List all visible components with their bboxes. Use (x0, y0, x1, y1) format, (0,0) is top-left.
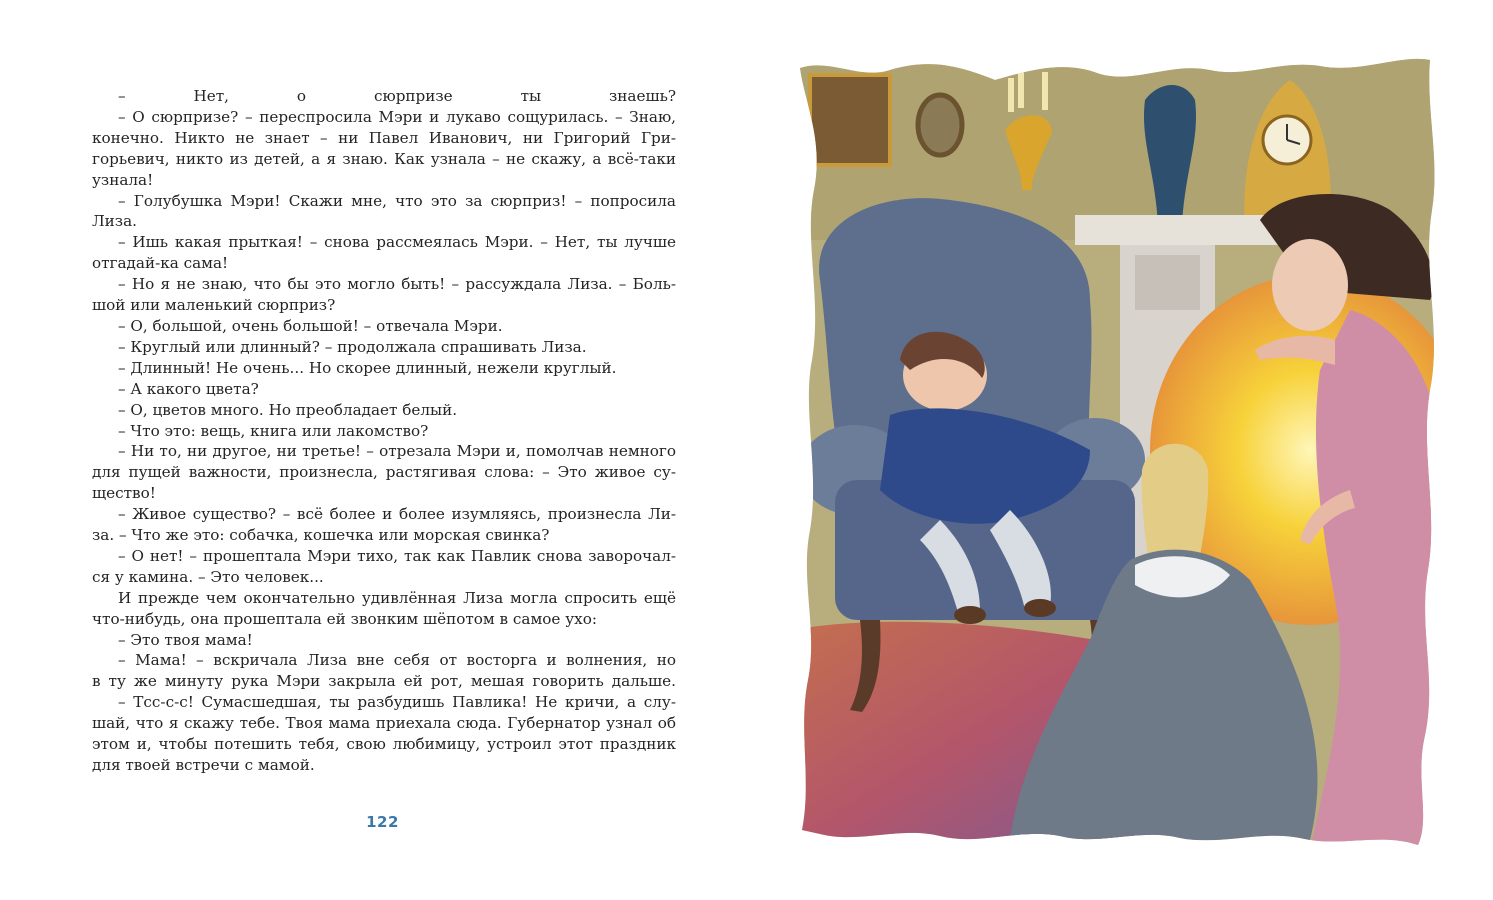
text-line: – Круглый или длинный? – продолжала спрашивать Лиза. (118, 337, 587, 356)
text-line: – Длинный! Не очень... Но скорее длинный, нежели круглый. (118, 358, 617, 377)
text-line: щество! (92, 484, 156, 503)
picture-frame (810, 75, 890, 165)
text-line: – Голубушка Мэри! Скажи мне, что это за сюрприз! – попросила (118, 191, 676, 210)
text-line: – Тсс-с-с! Сумасшедшая, ты разбудишь Павлика! Не кричи, а слу- (118, 693, 676, 712)
text-line: шай, что я скажу тебе. Твоя мама приехала сюда. Губернатор узнал об (92, 714, 676, 733)
text-line: шой или маленький сюрприз? (92, 296, 336, 315)
text-line: отгадай-ка сама! (92, 254, 229, 273)
text-line: – О, большой, очень большой! – отвечала Мэри. (118, 316, 503, 335)
text-line: – О, цветов много. Но преобладает белый. (118, 400, 458, 419)
text-line: горьевич, никто из детей, а я знаю. Как узнала – не скажу, а всё-таки (92, 149, 676, 168)
text-line: Лиза. (92, 212, 137, 231)
text-line: для пущей важности, произнесла, растягивая слова: – Это живое су- (92, 463, 676, 482)
text-line: – Это твоя мама! (118, 630, 253, 649)
text-line: – Живое существо? – всё более и более изумляясь, произнесла Ли- (118, 505, 676, 524)
text-line: И прежде чем окончательно удивлённая Лиза могла спросить ещё (118, 588, 676, 607)
text-line: – О сюрпризе? – переспросила Мэри и лукаво сощурилась. – Знаю, (118, 107, 676, 126)
text-line: в ту же минуту рука Мэри закрыла ей рот, мешая говорить дальше. (92, 672, 676, 691)
text-line: этом и, чтобы потешить тебя, свою любимицу, устроил этот праздник (92, 735, 676, 754)
text-line: – Но я не знаю, что бы это могло быть! – рассуждала Лиза. – Боль- (118, 275, 676, 294)
text-line: – Нет, о сюрпризе ты знаешь? (118, 87, 676, 105)
text-line: узнала! (92, 170, 154, 189)
text-line: для твоей встречи с мамой. (92, 756, 315, 774)
text-line: – А какого цвета? (118, 379, 259, 398)
text-line: – Ишь какая прыткая! – снова рассмеялась Мэри. – Нет, ты лучше (118, 233, 676, 252)
watercolor-illustration (790, 40, 1440, 850)
text-line: что-нибудь, она прошептала ей звонким шёпотом в самое ухо: (92, 609, 597, 628)
text-line: – Мама! – вскричала Лиза вне себя от восторга и волнения, но (118, 651, 676, 670)
illustration (790, 40, 1440, 850)
text-line: за. – Что же это: собачка, кошечка или морская свинка? (92, 526, 550, 545)
text-line: – О нет! – прошептала Мэри тихо, так как Павлик снова заворочал- (118, 546, 676, 565)
text-line: – Ни то, ни другое, ни третье! – отрезала Мэри и, помолчав немного (118, 442, 676, 461)
page-number: 122 (366, 813, 399, 831)
oval-portrait (918, 95, 962, 155)
text-line: – Что это: вещь, книга или лакомство? (118, 421, 429, 440)
text-line: конечно. Никто не знает – ни Павел Иванович, ни Григорий Гри- (92, 128, 676, 147)
text-line: ся у камина. – Это человек... (92, 567, 324, 586)
text-column (92, 86, 676, 776)
